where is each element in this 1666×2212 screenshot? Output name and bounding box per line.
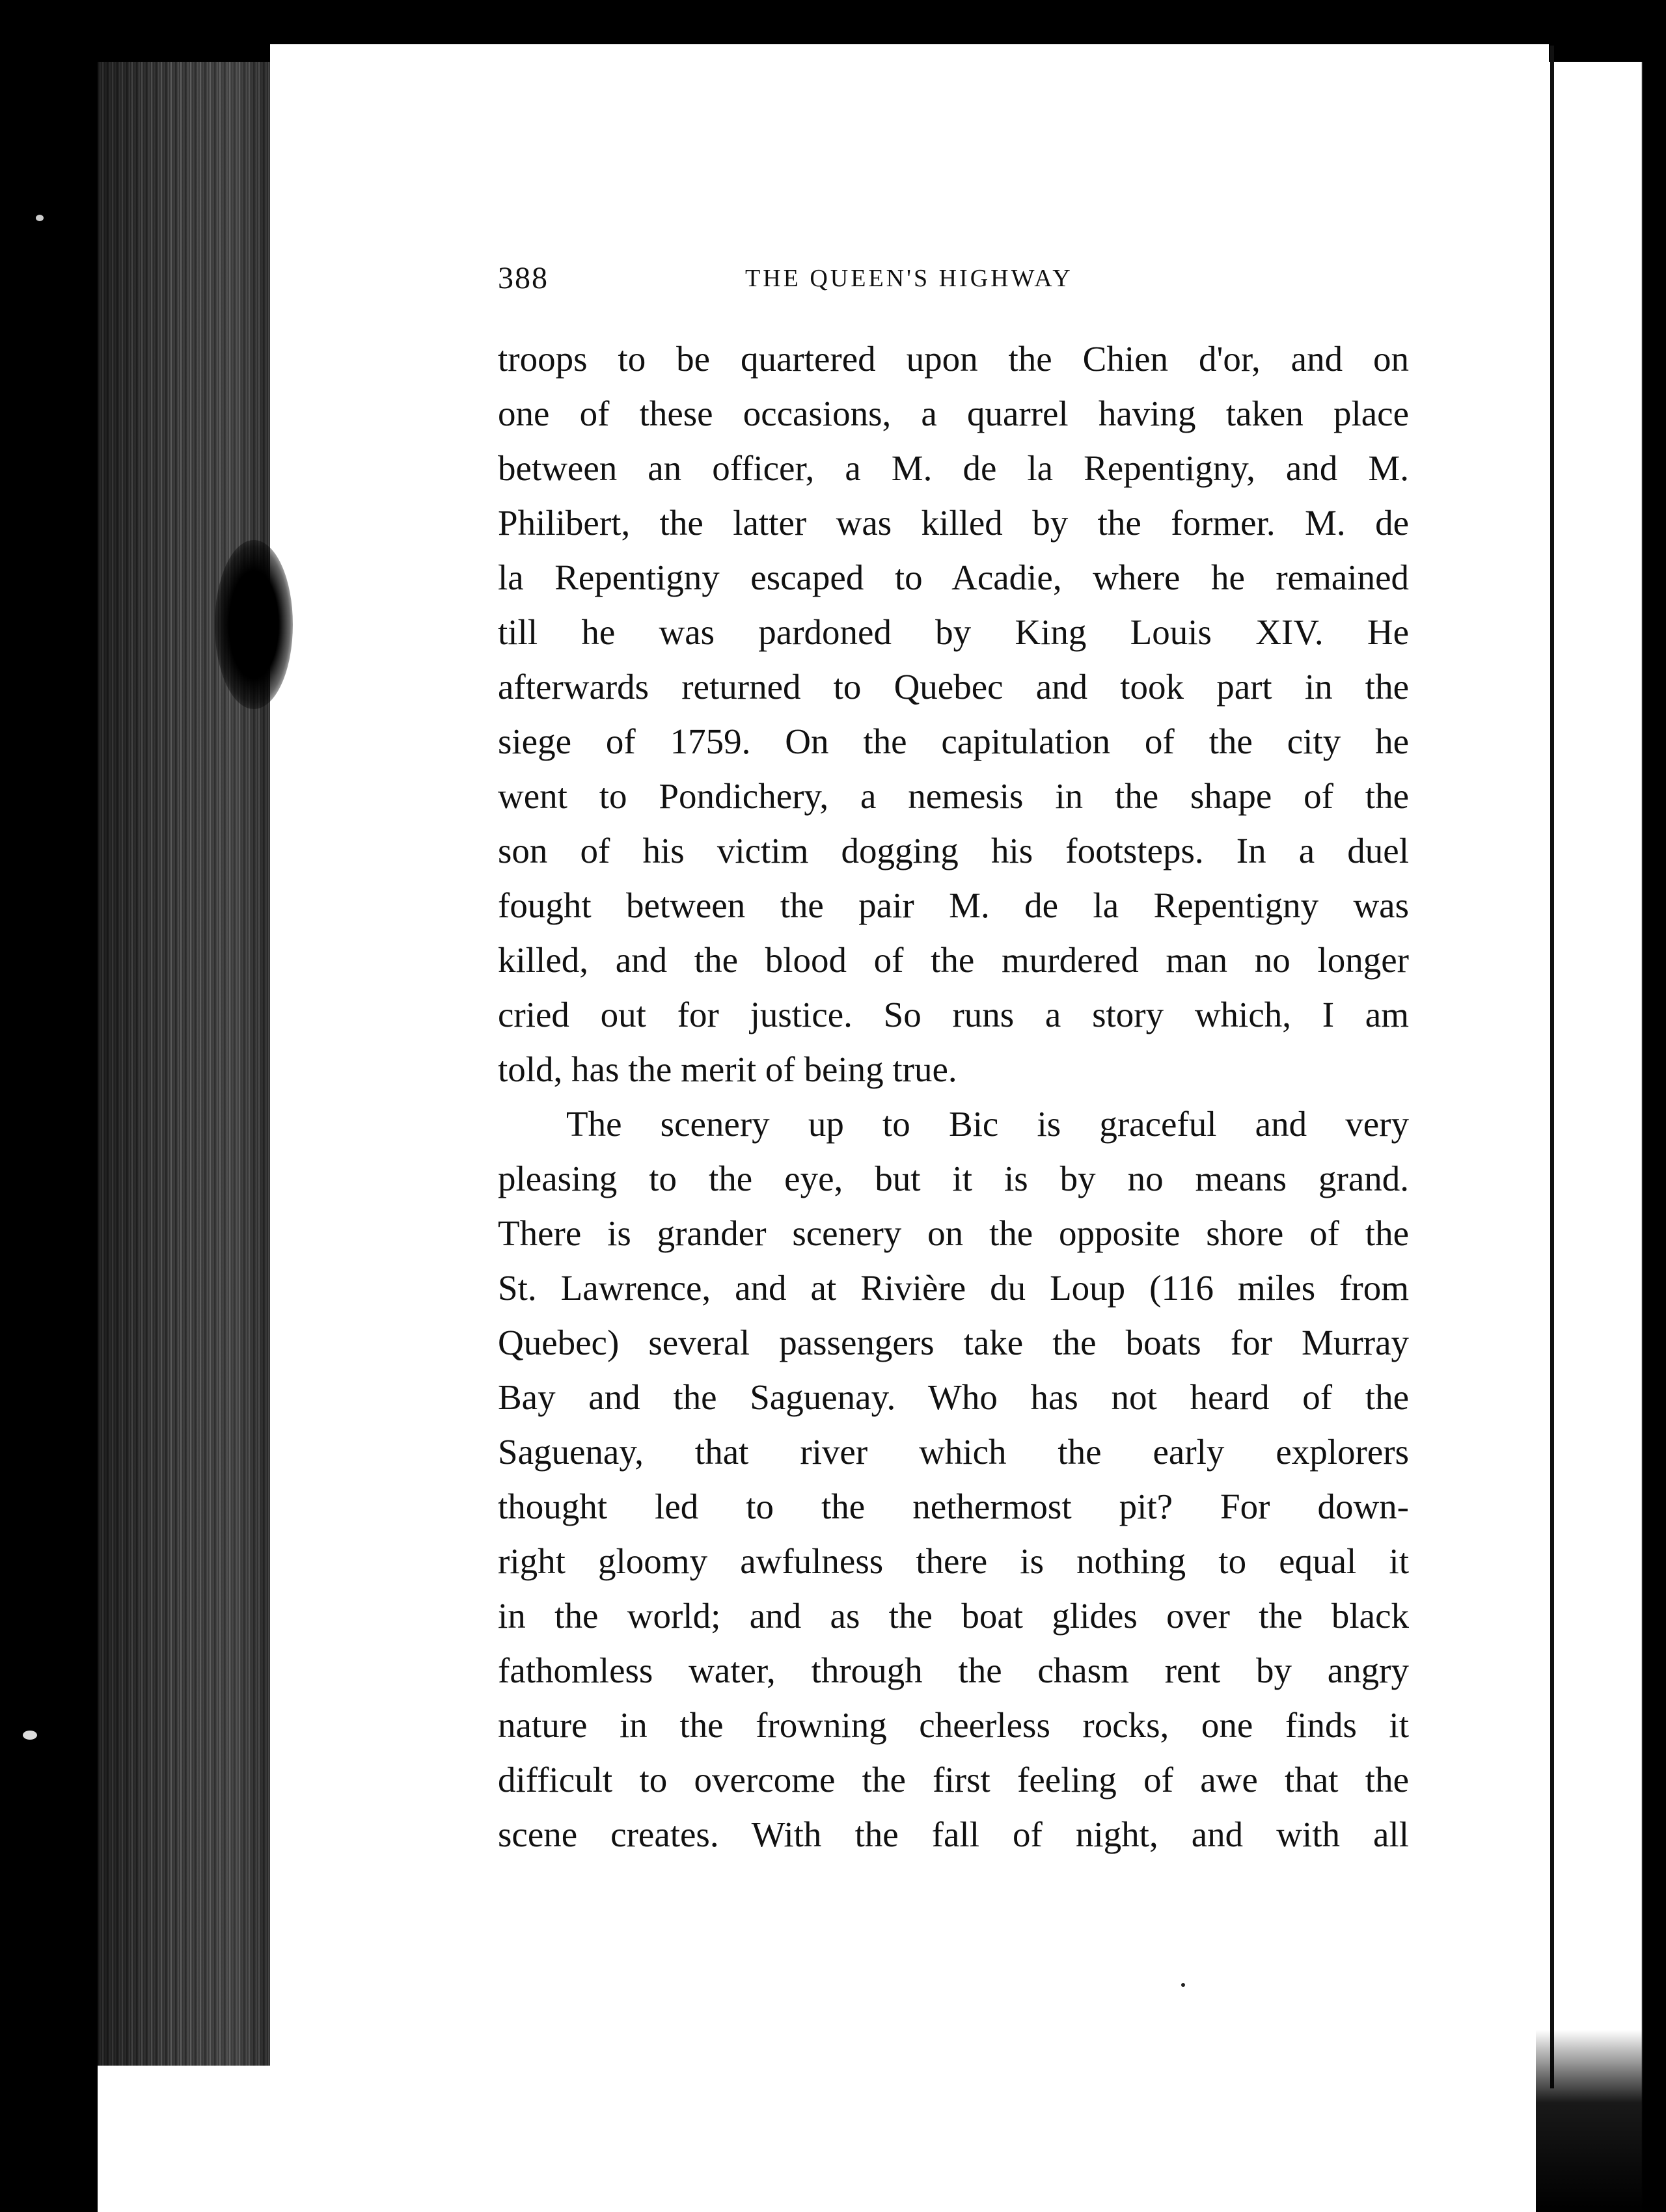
- page-edge-shading: [98, 62, 270, 2066]
- text-line: afterwards returned to Quebec and took part in the: [498, 667, 1409, 707]
- text-line: Saguenay, that river which the early explorers: [498, 1432, 1409, 1472]
- text-line: pleasing to the eye, but it is by no means grand.: [498, 1159, 1409, 1198]
- text-line: troops to be quartered upon the Chien d'or, and on: [498, 339, 1409, 379]
- text-line: told, has the merit of being true.: [498, 1049, 957, 1089]
- text-line: scene creates. With the fall of night, and with all: [498, 1814, 1409, 1854]
- text-line: between an officer, a M. de la Repentigny, and M.: [498, 448, 1409, 488]
- text-line: Bay and the Saguenay. Who has not heard of the: [498, 1377, 1409, 1417]
- text-line: son of his victim dogging his footsteps. In a duel: [498, 831, 1409, 870]
- text-line: right gloomy awfulness there is nothing to equal it: [498, 1541, 1409, 1581]
- text-line: fought between the pair M. de la Repentigny was: [498, 885, 1409, 925]
- text-line: killed, and the blood of the murdered man no longer: [498, 940, 1409, 980]
- text-line: in the world; and as the boat glides over the black: [498, 1596, 1409, 1636]
- text-line: till he was pardoned by King Louis XIV. He: [498, 612, 1409, 652]
- scan-right-border: [1554, 62, 1666, 2212]
- text-line: cried out for justice. So runs a story which, I am: [498, 995, 1409, 1034]
- body-text: [498, 332, 1409, 1862]
- text-line: The scenery up to Bic is graceful and very: [566, 1104, 1409, 1144]
- text-line: nature in the frowning cheerless rocks, one finds it: [498, 1705, 1409, 1745]
- text-line: siege of 1759. On the capitulation of the city he: [498, 722, 1409, 761]
- text-line: one of these occasions, a quarrel having taken place: [498, 394, 1409, 433]
- text-line: fathomless water, through the chasm rent by angry: [498, 1651, 1409, 1690]
- text-line: thought led to the nethermost pit? For down-: [498, 1487, 1409, 1526]
- text-line: went to Pondichery, a nemesis in the shape of the: [498, 776, 1409, 816]
- running-header: [498, 260, 1149, 306]
- dust-speck: [23, 1731, 37, 1740]
- text-line: la Repentigny escaped to Acadie, where he remained: [498, 558, 1409, 597]
- text-line: Quebec) several passengers take the boats for Murray: [498, 1323, 1409, 1362]
- next-page-edge-line: [1550, 46, 1554, 2088]
- dust-speck: [1181, 1983, 1185, 1987]
- corner-shadow: [1536, 2030, 1666, 2212]
- dust-speck: [36, 215, 44, 221]
- paragraph: [498, 332, 1409, 1097]
- page-number: 388: [498, 261, 549, 295]
- paragraph: [498, 1097, 1409, 1862]
- ink-blot: [215, 540, 293, 709]
- scan-left-border: [0, 0, 98, 2212]
- text-line: There is grander scenery on the opposite shore of the: [498, 1213, 1409, 1253]
- text-line: Philibert, the latter was killed by the former. M. de: [498, 503, 1409, 543]
- running-title: THE QUEEN'S HIGHWAY: [745, 265, 1073, 292]
- text-line: St. Lawrence, and at Rivière du Loup (116 miles from: [498, 1268, 1409, 1308]
- text-line: difficult to overcome the first feeling of awe that the: [498, 1760, 1409, 1800]
